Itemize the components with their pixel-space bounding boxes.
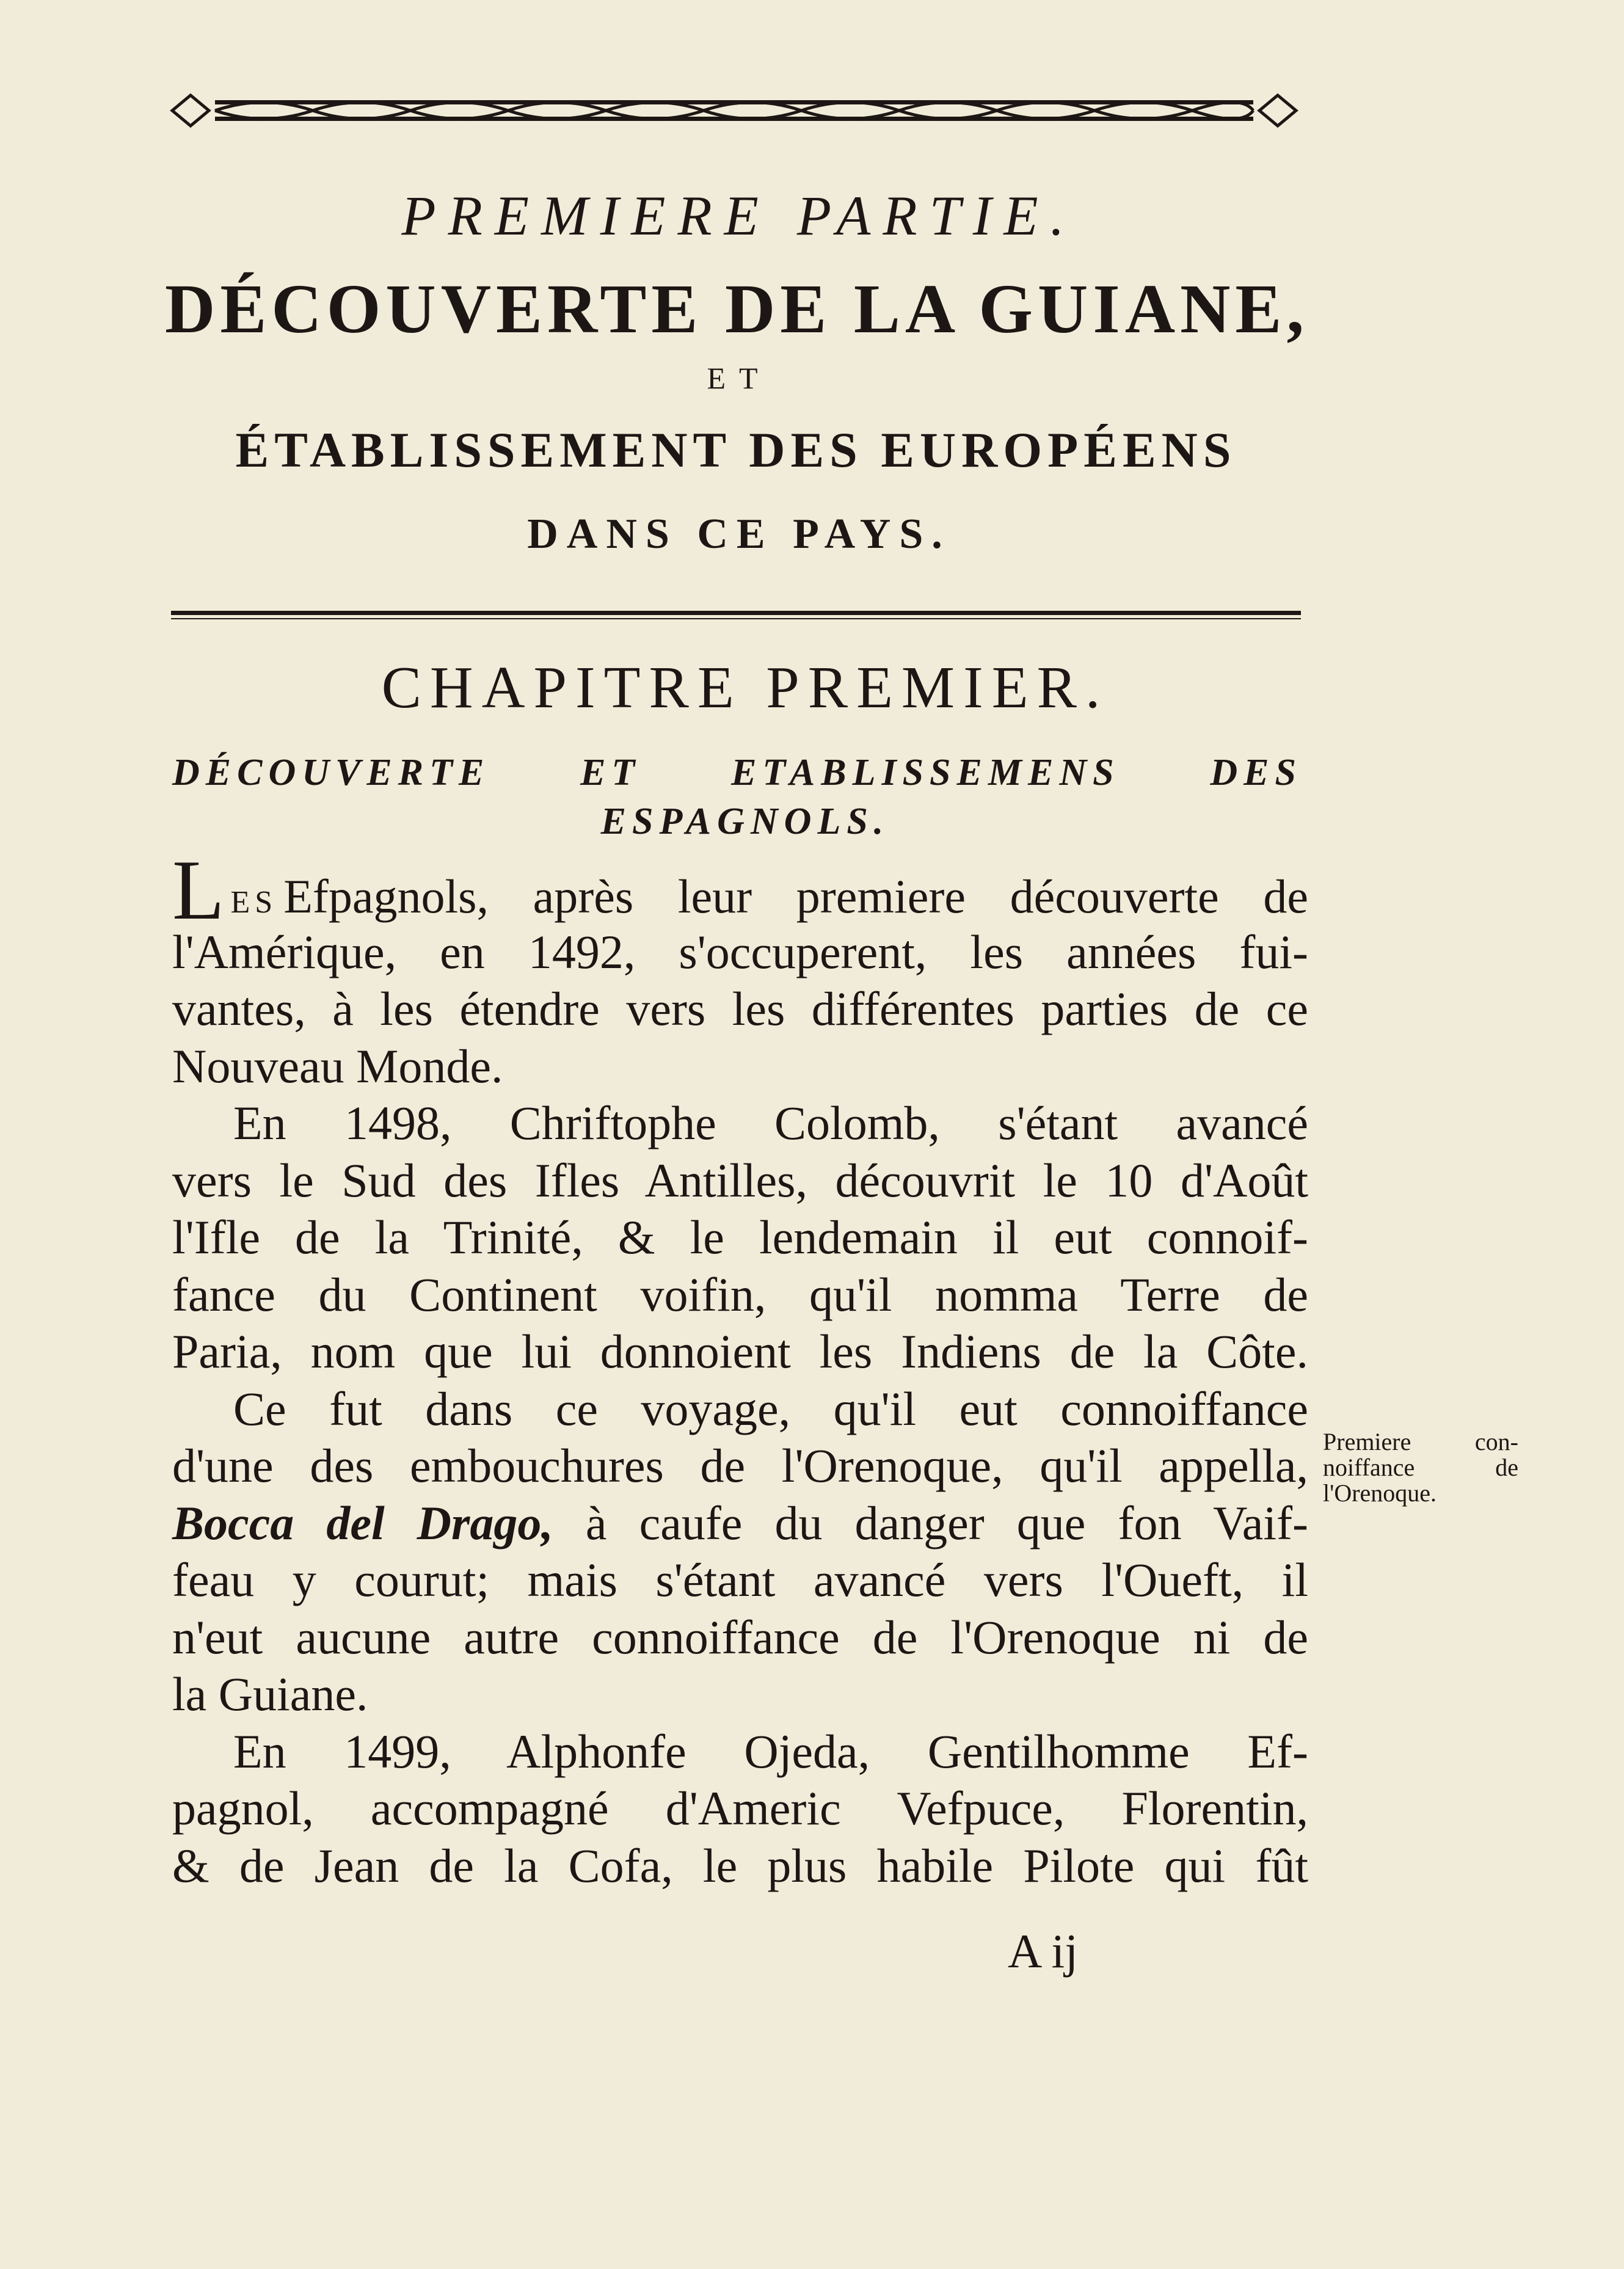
main-title: DÉCOUVERTE DE LA GUIANE, (165, 270, 1309, 348)
text-line (172, 843, 1308, 938)
header-ornament (166, 92, 1302, 129)
text-line-content: à caufe du danger que fon Vaif- (585, 1496, 1309, 1550)
text-line: feau y courut; mais s'étant avancé vers l'Oueft, il (172, 1553, 1308, 1606)
page-signature: A ij (1008, 1925, 1078, 1978)
body-text (172, 843, 1309, 1894)
sub-title: ÉTABLISSEMENT DES EUROPÉENS (235, 422, 1237, 478)
sub-title-line-2: DANS CE PAYS. (527, 511, 951, 558)
text-line (172, 1495, 1308, 1552)
text-line: & de Jean de la Cofa, le plus habile Pilote qui fût (172, 1838, 1308, 1892)
text-line: n'eut aucune autre connoiffance de l'Orenoque ni de (172, 1610, 1308, 1664)
chapter-subtitle: DÉCOUVERTE ET ETABLISSEMENS DES (172, 752, 1302, 793)
text-line: Nouveau Monde. (172, 1039, 503, 1093)
text-line: fance du Continent voifin, qu'il nomma Terre de (172, 1267, 1308, 1321)
italic-phrase: Bocca del Drago, (172, 1496, 553, 1550)
text-line: vers le Sud des Ifles Antilles, découvrit le 10 d'Août (172, 1153, 1308, 1207)
drop-cap: L (172, 843, 225, 938)
text-line: En 1498, Chriftophe Colomb, s'étant avancé (233, 1096, 1308, 1149)
chapter-subtitle-line-2: ESPAGNOLS. (600, 801, 890, 842)
margin-note-line: l'Orenoque. (1323, 1479, 1437, 1507)
text-line: l'Amérique, en 1492, s'occuperent, les années fui- (172, 925, 1308, 978)
margin-note (1323, 1429, 1518, 1506)
text-line: Paria, nom que lui donnoient les Indiens de la Côte. (172, 1325, 1308, 1378)
title-conjunction: ET (707, 361, 771, 395)
text-line: vantes, à les étendre vers les différentes parties de ce (172, 982, 1308, 1035)
text-line: la Guiane. (172, 1667, 368, 1721)
chapter-title: CHAPITRE PREMIER. (381, 655, 1109, 721)
small-caps: ES (230, 885, 278, 920)
part-title: PREMIERE PARTIE. (401, 184, 1077, 247)
margin-note-line: noiffance de (1323, 1454, 1518, 1481)
text-line: pagnol, accompagné d'Americ Vefpuce, Florentin, (172, 1782, 1308, 1835)
section-divider (171, 611, 1301, 619)
text-line: En 1499, Alphonfe Ojeda, Gentilhomme Ef- (233, 1724, 1308, 1778)
margin-note-line: Premiere con- (1323, 1428, 1518, 1455)
text-line-content: Efpagnols, après leur premiere découverte de (283, 870, 1308, 923)
text-line: d'une des embouchures de l'Orenoque, qu'il appella, (172, 1439, 1308, 1492)
text-line: Ce fut dans ce voyage, qu'il eut connoiffance (233, 1382, 1308, 1435)
text-line: l'Ifle de la Trinité, & le lendemain il eut connoif- (172, 1211, 1308, 1264)
